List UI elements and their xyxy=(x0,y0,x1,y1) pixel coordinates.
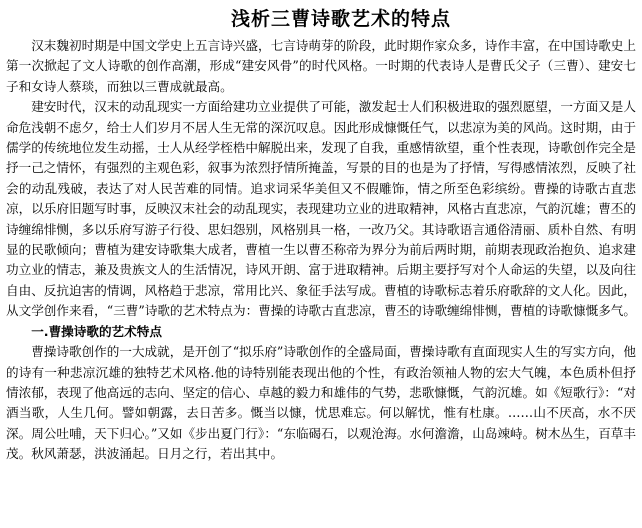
intro-paragraph: 汉末魏初时期是中国文学史上五言诗兴盛，七言诗萌芽的阶段，此时期作家众多，诗作丰富，在中国诗歌史上第一次掀起了文人诗歌的创作高潮，形成“建安风骨”的时代风格。一时期的代表诗人是曹氏父子（三曹）、建安七子和女诗人蔡琰，而独以三曹成就最高。 xyxy=(6,38,636,94)
document-title: 浅析三曹诗歌艺术的特点 xyxy=(230,8,451,30)
cao-cao-paragraph: 曹操诗歌创作的一大成就，是开创了“拟乐府”诗歌创作的全盛局面，曹操诗歌有直面现实人生的写实方向，他的诗有一种悲凉沉雄的独特艺术风格.他的诗特别能表现出他的个性，有政治领袖人物的宏大气魄，本色质朴但抒情浓郁，表现了他高远的志向、坚定的信心、卓越的毅力和雄伟的气势，悲歌慷慨，气韵沉雄。如《短歌行》：“对酒当歌，人生几何。譬如朝露，去日苦多。慨当以慷，忧思难忘。何以解忧，惟有杜康。……山不厌高，水不厌深。周公吐哺，天下归心。”又如《步出夏门行》：“东临碣石，以观沧海。水何澹澹，山岛竦峙。树木丛生，百草丰茂。秋风萧瑟，洪波涌起。日月之行，若出其中。 xyxy=(6,344,636,462)
jian-an-era-paragraph: 建安时代，汉末的动乱现实一方面给建功立业提供了可能，激发起士人们积极进取的强烈愿望，一方面又是人命危浅朝不虑夕，给士人们岁月不居人生无常的深沉叹息。因此形成慷慨任气，以悲凉为美的风尚。这时期，由于儒学的传统地位发生动摇，士人从经学桎梏中解脱出来，发现了自我，重感情欲望，重个性表现，诗歌创作完全是抒一己之情怀，有强烈的主观色彩，叙事为浓烈抒情所掩盖，写景的目的也是为了抒情，写得感情浓烈，反映了社会的动乱残破，表达了对人民苦难的同情。追求词采华美但又不假雕饰，情之所至色彩缤纷。曹操的诗歌古直悲凉，以乐府旧题写时事，反映汉末社会的动乱现实，表现建功立业的进取精神，风格古直悲凉，气韵沉雄；曹丕的诗缠绵悱恻，多以乐府写游子行役、思妇怨别，风格别具一格，一改乃父。其诗歌语言通俗清丽、质朴自然、有明显的民歌倾向；曹植为建安诗歌集大成者，曹植一生以曹丕称帝为界分为前后两时期，前期表现政治抱负、追求建功立业的情志，兼及贵族文人的生活情况，诗风开朗、富于进取精神。后期主要抒写对个人命运的失望，以及向往自由、反抗迫害的情调，风格趋于悲凉，常用比兴、象征手法写成。曹植的诗歌标志着乐府歌辞的文人化。因此，从文学创作来看，“三曹”诗歌的艺术特点为：曹操的诗歌古直悲凉，曹丕的诗歌缠绵悱恻，曹植的诗歌慷慨多气。 xyxy=(6,99,636,319)
section-heading: 一.曹操诗歌的艺术特点 xyxy=(31,323,162,339)
